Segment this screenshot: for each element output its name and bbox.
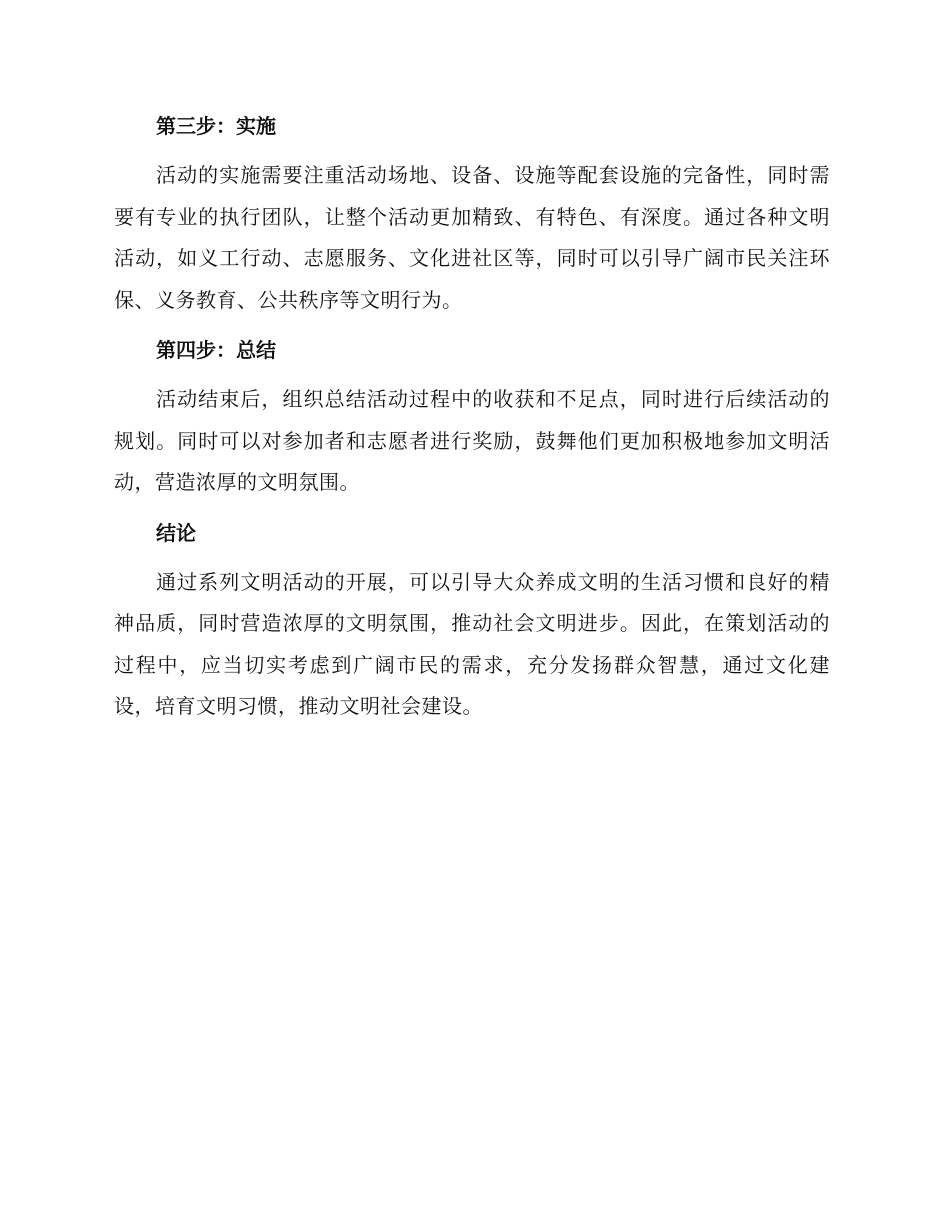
section-heading-implementation: 第三步：实施 xyxy=(156,114,276,138)
section-paragraph-implementation: 活动的实施需要注重活动场地、设备、设施等配套设施的完备性，同时需要有专业的执行团队，让整个活动更加精致、有特色、有深度。通过各种文明活动，如义工行动、志愿服务、文化进社区等，同时可以引导广阔市民关注环保、义务教育、公共秩序等文明行为。 xyxy=(114,163,830,312)
section-heading-conclusion: 结论 xyxy=(156,520,196,545)
section-heading-summary: 第四步：总结 xyxy=(156,338,276,362)
section-paragraph-conclusion: 通过系列文明活动的开展，可以引导大众养成文明的生活习惯和良好的精神品质，同时营造浓厚的文明氛围，推动社会文明进步。因此，在策划活动的过程中，应当切实考虑到广阔市民的需求，充分发扬群众智慧，通过文化建设，培育文明习惯，推动文明社会建设。 xyxy=(114,569,830,718)
section-paragraph-summary: 活动结束后，组织总结活动过程中的收获和不足点，同时进行后续活动的规划。同时可以对参加者和志愿者进行奖励，鼓舞他们更加积极地参加文明活动，营造浓厚的文明氛围。 xyxy=(114,387,830,494)
document-body xyxy=(114,108,830,728)
